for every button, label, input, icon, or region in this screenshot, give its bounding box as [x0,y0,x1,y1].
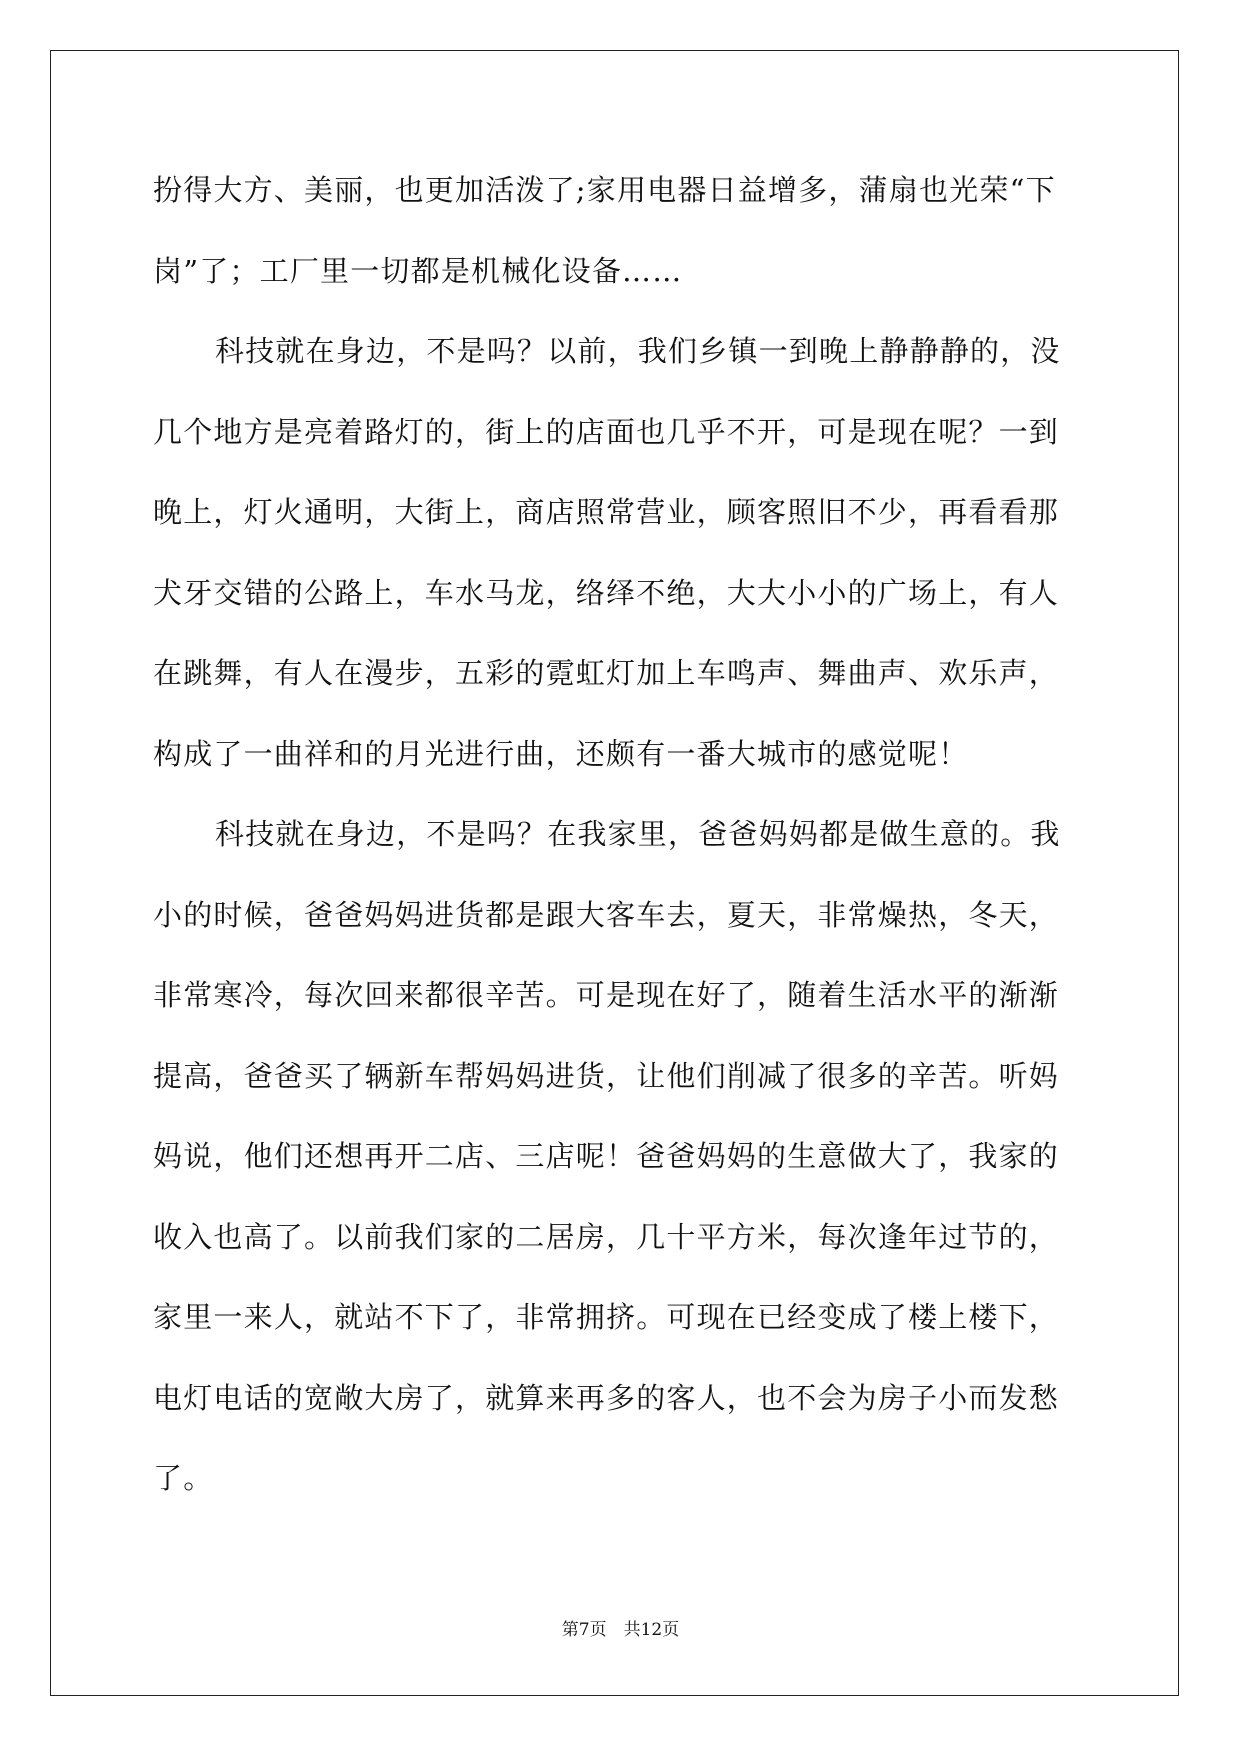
text-line: 小的时候，爸爸妈妈进货都是跟大客车去，夏天，非常燥热，冬天， [153,897,1060,932]
document-body [153,150,1083,1519]
text-line: 几个地方是亮着路灯的，街上的店面也几乎不开，可是现在呢？一到 [153,414,1060,449]
text-line: 提高，爸爸买了辆新车帮妈妈进货，让他们削减了很多的辛苦。听妈 [153,1058,1060,1093]
text-line: 妈说，他们还想再开二店、三店呢！爸爸妈妈的生意做大了，我家的 [153,1139,1060,1173]
text-line: 电灯电话的宽敞大房了，就算来再多的客人，也不会为房子小而发愁 [153,1380,1060,1415]
text-line: 非常寒冷，每次回来都很辛苦。可是现在好了，随着生活水平的渐渐 [153,978,1060,1012]
text-line: 家里一来人，就站不下了，非常拥挤。可现在已经变成了楼上楼下， [153,1300,1060,1334]
text-line: 了。 [153,1461,214,1495]
page-number-footer: 第7页 共12页 [561,1620,680,1640]
text-line: 岗”了；工厂里一切都是机械化设备…… [153,253,683,288]
text-line: 犬牙交错的公路上，车水马龙，络绎不绝，大大小小的广场上，有人 [153,575,1060,610]
text-line: 晚上，灯火通明，大街上，商店照常营业，顾客照旧不少，再看看那 [153,495,1060,529]
text-line: 在跳舞，有人在漫步，五彩的霓虹灯加上车鸣声、舞曲声、欢乐声， [153,656,1060,690]
text-line: 收入也高了。以前我们家的二居房，几十平方米，每次逢年过节的， [153,1219,1060,1254]
paragraph-first-line: 科技就在身边，不是吗？在我家里，爸爸妈妈都是做生意的。我 [215,817,1061,851]
text-line: 扮得大方、美丽，也更加活泼了;家用电器日益增多，蒲扇也光荣“下 [153,173,1056,207]
text-line: 构成了一曲祥和的月光进行曲，还颇有一番大城市的感觉呢！ [153,736,969,771]
paragraph-first-line: 科技就在身边，不是吗？以前，我们乡镇一到晚上静静静的，没 [215,334,1061,368]
